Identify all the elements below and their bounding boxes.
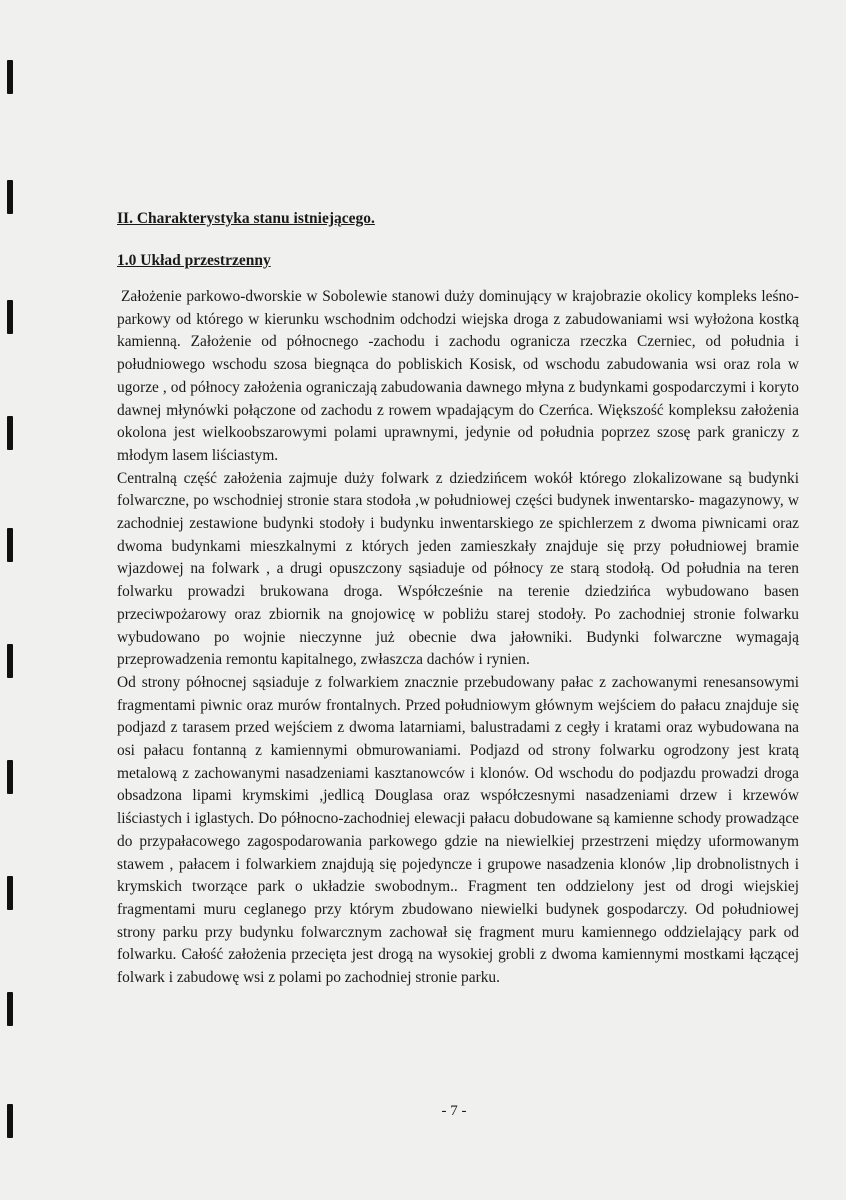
binder-hole-mark [7, 300, 13, 334]
page-number: - 7 - [441, 1103, 467, 1119]
binder-hole-mark [7, 644, 13, 678]
subsection-title: 1.0 Układ przestrzenny [117, 252, 271, 269]
paragraph: Od strony północnej sąsiaduje z folwarkiem znacznie przebudowany pałac z zachowanymi renesansowymi fragmentami piwnic oraz murów frontalnych. Przed południowym głównym wejściem do pałacu znajduje się podjazd z tarasem przed wejściem z dwoma latarniami, balustradami z cegły i kratami oraz wybudowana na osi pałacu fontanną z kamiennymi obmurowaniami. Podjazd od strony folwarku ogrodzony jest kratą metalową z zachowanymi nasadzeniami kasztanowców i klonów. Od wschodu do podjazdu prowadzi droga obsadzona lipami krymskimi ,jedlicą Douglasa oraz współczesnymi nasadzeniami drzew i krzewów liściastych i iglastych. Do północno-zachodniej elewacji pałacu dobudowane są kamienne schody prowadzące do przypałacowego zagospodarowania parkowego gdzie na niewielkiej przestrzeni między uformowanym stawem , pałacem i folwarkiem znajdują się pojedyncze i grupowe nasadzenia klonów ,lip drobnolistnych i krymskich tworzące park o układzie swobodnym.. Fragment ten oddzielony jest od drogi wiejskiej fragmentami muru ceglanego przy którym zbudowano niewielki budynek gospodarczy. Od południowej strony parku przy budynku folwarcznym zachował się fragment muru kamiennego oddzielający park od folwarku. Całość założenia przecięta jest drogą na wysokiej grobli z dwoma kamiennymi mostkami łączącej folwark i zabudowę wsi z polami po zachodniej stronie parku. [117, 673, 799, 987]
paragraph: Założenie parkowo-dworskie w Sobolewie stanowi duży dominujący w krajobrazie okolicy kompleks leśno-parkowy od którego w kierunku wschodnim odchodzi wiejska droga z zabudowaniami wsi wyłożona kostką kamienną. Założenie od północnego -zachodu i zachodu ogranicza rzeczka Czerniec, od południa i południowego wschodu szosa biegnąca do pobliskich Kosisk, od wschodu zabudowania wsi oraz rola w ugorze , od północy założenia ograniczają zabudowania dawnego młyna z budynkami gospodarczymi i koryto dawnej młynówki połączone od zachodu z rowem wpadającym do Czerńca. Większość kompleksu założenia okolona jest wielkoobszarowymi polami uprawnymi, jedynie od południa poprzez szosę park graniczy z młodym lasem liściastym. [117, 288, 799, 464]
binder-hole-mark [7, 180, 13, 214]
binder-hole-mark [7, 60, 13, 94]
binder-hole-mark [7, 1104, 13, 1138]
paragraph: Centralną część założenia zajmuje duży folwark z dziedzińcem wokół którego zlokalizowane są budynki folwarczne, po wschodniej stronie stara stodoła ,w południowej części budynek inwentarsko- magazynowy, w zachodniej zestawione budynki stodoły i budynku inwentarskiego ze spichlerzem z dwoma piwnicami oraz dwoma budynkami mieszkalnymi z których jeden zamieszkały znajduje się przy południowej bramie wjazdowej na folwark , a drugi opuszczony sąsiaduje od północy ze starą stodołą. Od południa na teren folwarku prowadzi brukowana droga. Współcześnie na terenie dziedzińca wybudowano basen przeciwpożarowy oraz zbiornik na gnojowicę w pobliżu starej stodoły. Po zachodniej stronie folwarku wybudowano po wojnie nieczynne już obecnie dwa jałowniki. Budynki folwarczne wymagają przeprowadzenia remontu kapitalnego, zwłaszcza dachów i rynien. [117, 469, 799, 669]
binder-hole-mark [7, 528, 13, 562]
binder-hole-mark [7, 876, 13, 910]
body-text [117, 286, 799, 990]
binder-hole-mark [7, 992, 13, 1026]
document-body [117, 208, 799, 990]
binder-hole-mark [7, 416, 13, 450]
section-title: II. Charakterystyka stanu istniejącego. [117, 210, 375, 227]
binder-hole-mark [7, 760, 13, 794]
